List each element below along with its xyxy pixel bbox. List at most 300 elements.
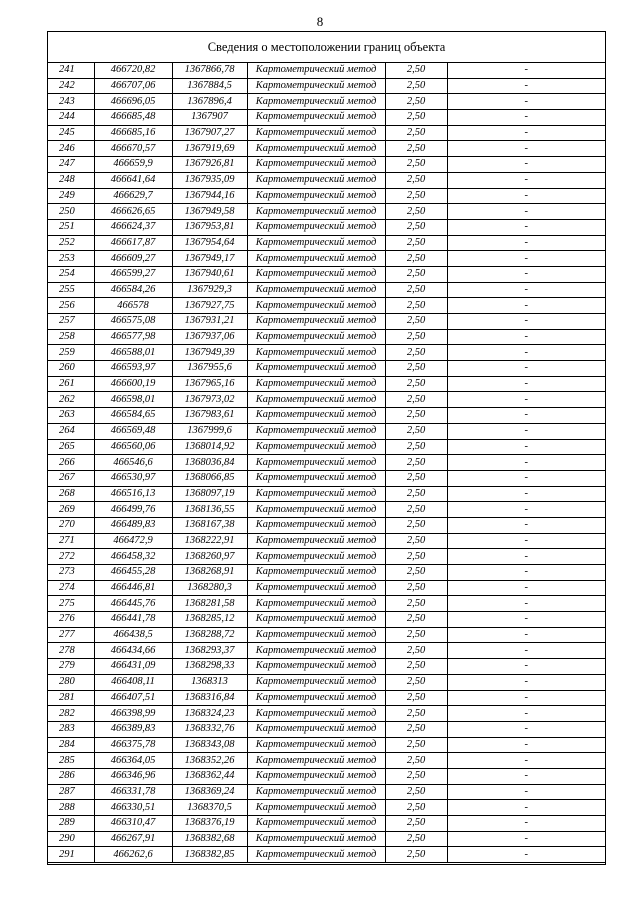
y-coordinate-cell: 1367929,3 xyxy=(172,282,247,298)
description-cell: - xyxy=(447,784,605,800)
precision-cell: 2,50 xyxy=(385,643,447,659)
method-cell: Картометрический метод xyxy=(247,78,385,94)
x-coordinate-cell: 466346,96 xyxy=(94,768,172,784)
point-number-cell: 275 xyxy=(48,596,94,612)
point-number-cell: 252 xyxy=(48,235,94,251)
method-cell: Картометрический метод xyxy=(247,141,385,157)
description-cell: - xyxy=(447,455,605,471)
y-coordinate-cell: 1367907,27 xyxy=(172,125,247,141)
x-coordinate-cell: 466593,97 xyxy=(94,361,172,377)
precision-cell: 2,50 xyxy=(385,345,447,361)
x-coordinate-cell: 466472,9 xyxy=(94,533,172,549)
description-cell: - xyxy=(447,847,605,863)
precision-cell: 2,50 xyxy=(385,486,447,502)
x-coordinate-cell: 466458,32 xyxy=(94,549,172,565)
point-number-cell: 277 xyxy=(48,627,94,643)
point-number-cell: 254 xyxy=(48,266,94,282)
y-coordinate-cell: 1368288,72 xyxy=(172,627,247,643)
method-cell: Картометрический метод xyxy=(247,94,385,110)
y-coordinate-cell: 1368066,85 xyxy=(172,470,247,486)
description-cell: - xyxy=(447,816,605,832)
precision-cell: 2,50 xyxy=(385,361,447,377)
x-coordinate-cell: 466617,87 xyxy=(94,235,172,251)
y-coordinate-cell: 1368167,38 xyxy=(172,517,247,533)
y-coordinate-cell: 1368298,33 xyxy=(172,659,247,675)
precision-cell: 2,50 xyxy=(385,266,447,282)
precision-cell: 2,50 xyxy=(385,784,447,800)
x-coordinate-cell: 466455,28 xyxy=(94,565,172,581)
description-cell: - xyxy=(447,63,605,78)
point-number-cell: 243 xyxy=(48,94,94,110)
precision-cell: 2,50 xyxy=(385,157,447,173)
y-coordinate-cell: 1367927,75 xyxy=(172,298,247,314)
x-coordinate-cell: 466659,9 xyxy=(94,157,172,173)
x-coordinate-cell: 466499,76 xyxy=(94,502,172,518)
point-number-cell: 289 xyxy=(48,816,94,832)
method-cell: Картометрический метод xyxy=(247,376,385,392)
x-coordinate-cell: 466575,08 xyxy=(94,314,172,330)
point-number-cell: 271 xyxy=(48,533,94,549)
y-coordinate-cell: 1368285,12 xyxy=(172,612,247,628)
point-number-cell: 273 xyxy=(48,565,94,581)
point-number-cell: 279 xyxy=(48,659,94,675)
point-number-cell: 242 xyxy=(48,78,94,94)
precision-cell: 2,50 xyxy=(385,690,447,706)
y-coordinate-cell: 1368352,26 xyxy=(172,753,247,769)
table-row xyxy=(48,565,605,581)
point-number-cell: 282 xyxy=(48,706,94,722)
description-cell: - xyxy=(447,392,605,408)
precision-cell: 2,50 xyxy=(385,596,447,612)
table-row xyxy=(48,329,605,345)
method-cell: Картометрический метод xyxy=(247,470,385,486)
description-cell: - xyxy=(447,345,605,361)
table-row xyxy=(48,643,605,659)
y-coordinate-cell: 1367896,4 xyxy=(172,94,247,110)
table-row xyxy=(48,141,605,157)
description-cell: - xyxy=(447,235,605,251)
x-coordinate-cell: 466624,37 xyxy=(94,219,172,235)
table-row xyxy=(48,219,605,235)
precision-cell: 2,50 xyxy=(385,816,447,832)
table-row xyxy=(48,816,605,832)
method-cell: Картометрический метод xyxy=(247,549,385,565)
table-row xyxy=(48,847,605,863)
point-number-cell: 256 xyxy=(48,298,94,314)
method-cell: Картометрический метод xyxy=(247,768,385,784)
table-row xyxy=(48,580,605,596)
y-coordinate-cell: 1367940,61 xyxy=(172,266,247,282)
table-row xyxy=(48,659,605,675)
y-coordinate-cell: 1368324,23 xyxy=(172,706,247,722)
point-number-cell: 274 xyxy=(48,580,94,596)
boundary-table-frame xyxy=(47,31,606,865)
method-cell: Картометрический метод xyxy=(247,565,385,581)
precision-cell: 2,50 xyxy=(385,314,447,330)
y-coordinate-cell: 1368382,85 xyxy=(172,847,247,863)
y-coordinate-cell: 1367983,61 xyxy=(172,408,247,424)
x-coordinate-cell: 466445,76 xyxy=(94,596,172,612)
x-coordinate-cell: 466407,51 xyxy=(94,690,172,706)
table-row xyxy=(48,392,605,408)
method-cell: Картометрический метод xyxy=(247,674,385,690)
point-number-cell: 257 xyxy=(48,314,94,330)
x-coordinate-cell: 466685,16 xyxy=(94,125,172,141)
table-row xyxy=(48,125,605,141)
y-coordinate-cell: 1367955,6 xyxy=(172,361,247,377)
method-cell: Картометрический метод xyxy=(247,439,385,455)
precision-cell: 2,50 xyxy=(385,219,447,235)
method-cell: Картометрический метод xyxy=(247,329,385,345)
method-cell: Картометрический метод xyxy=(247,204,385,220)
method-cell: Картометрический метод xyxy=(247,298,385,314)
table-row xyxy=(48,376,605,392)
table-row xyxy=(48,627,605,643)
description-cell: - xyxy=(447,612,605,628)
x-coordinate-cell: 466670,57 xyxy=(94,141,172,157)
table-row xyxy=(48,204,605,220)
description-cell: - xyxy=(447,110,605,126)
x-coordinate-cell: 466584,26 xyxy=(94,282,172,298)
x-coordinate-cell: 466431,09 xyxy=(94,659,172,675)
table-row xyxy=(48,157,605,173)
table-row xyxy=(48,172,605,188)
method-cell: Картометрический метод xyxy=(247,690,385,706)
precision-cell: 2,50 xyxy=(385,172,447,188)
y-coordinate-cell: 1367949,58 xyxy=(172,204,247,220)
precision-cell: 2,50 xyxy=(385,659,447,675)
description-cell: - xyxy=(447,831,605,847)
x-coordinate-cell: 466599,27 xyxy=(94,266,172,282)
point-number-cell: 244 xyxy=(48,110,94,126)
y-coordinate-cell: 1367949,39 xyxy=(172,345,247,361)
table-title: Сведения о местоположении границ объекта xyxy=(48,32,605,63)
description-cell: - xyxy=(447,361,605,377)
method-cell: Картометрический метод xyxy=(247,266,385,282)
table-row xyxy=(48,282,605,298)
method-cell: Картометрический метод xyxy=(247,110,385,126)
table-row xyxy=(48,470,605,486)
y-coordinate-cell: 1368293,37 xyxy=(172,643,247,659)
precision-cell: 2,50 xyxy=(385,753,447,769)
x-coordinate-cell: 466262,6 xyxy=(94,847,172,863)
y-coordinate-cell: 1367907 xyxy=(172,110,247,126)
method-cell: Картометрический метод xyxy=(247,596,385,612)
point-number-cell: 258 xyxy=(48,329,94,345)
point-number-cell: 249 xyxy=(48,188,94,204)
method-cell: Картометрический метод xyxy=(247,847,385,863)
y-coordinate-cell: 1368362,44 xyxy=(172,768,247,784)
table-row xyxy=(48,266,605,282)
y-coordinate-cell: 1368260,97 xyxy=(172,549,247,565)
table-row xyxy=(48,784,605,800)
table-row xyxy=(48,533,605,549)
y-coordinate-cell: 1367926,81 xyxy=(172,157,247,173)
x-coordinate-cell: 466696,05 xyxy=(94,94,172,110)
table-row xyxy=(48,549,605,565)
y-coordinate-cell: 1368281,58 xyxy=(172,596,247,612)
x-coordinate-cell: 466267,91 xyxy=(94,831,172,847)
description-cell: - xyxy=(447,298,605,314)
point-number-cell: 248 xyxy=(48,172,94,188)
point-number-cell: 260 xyxy=(48,361,94,377)
page-number: 8 xyxy=(316,14,324,29)
precision-cell: 2,50 xyxy=(385,768,447,784)
x-coordinate-cell: 466310,47 xyxy=(94,816,172,832)
point-number-cell: 266 xyxy=(48,455,94,471)
table-row xyxy=(48,800,605,816)
precision-cell: 2,50 xyxy=(385,63,447,78)
precision-cell: 2,50 xyxy=(385,627,447,643)
y-coordinate-cell: 1368370,5 xyxy=(172,800,247,816)
y-coordinate-cell: 1368222,91 xyxy=(172,533,247,549)
precision-cell: 2,50 xyxy=(385,549,447,565)
description-cell: - xyxy=(447,690,605,706)
precision-cell: 2,50 xyxy=(385,831,447,847)
precision-cell: 2,50 xyxy=(385,439,447,455)
method-cell: Картометрический метод xyxy=(247,125,385,141)
table-row xyxy=(48,502,605,518)
table-row xyxy=(48,674,605,690)
description-cell: - xyxy=(447,314,605,330)
precision-cell: 2,50 xyxy=(385,94,447,110)
method-cell: Картометрический метод xyxy=(247,816,385,832)
description-cell: - xyxy=(447,141,605,157)
description-cell: - xyxy=(447,596,605,612)
x-coordinate-cell: 466434,66 xyxy=(94,643,172,659)
x-coordinate-cell: 466398,99 xyxy=(94,706,172,722)
point-number-cell: 287 xyxy=(48,784,94,800)
y-coordinate-cell: 1368369,24 xyxy=(172,784,247,800)
table-row xyxy=(48,94,605,110)
x-coordinate-cell: 466389,83 xyxy=(94,721,172,737)
method-cell: Картометрический метод xyxy=(247,753,385,769)
method-cell: Картометрический метод xyxy=(247,643,385,659)
x-coordinate-cell: 466578 xyxy=(94,298,172,314)
table-row xyxy=(48,486,605,502)
method-cell: Картометрический метод xyxy=(247,502,385,518)
precision-cell: 2,50 xyxy=(385,455,447,471)
description-cell: - xyxy=(447,737,605,753)
y-coordinate-cell: 1367999,6 xyxy=(172,423,247,439)
precision-cell: 2,50 xyxy=(385,235,447,251)
y-coordinate-cell: 1368280,3 xyxy=(172,580,247,596)
x-coordinate-cell: 466609,27 xyxy=(94,251,172,267)
table-row xyxy=(48,235,605,251)
table-row xyxy=(48,314,605,330)
precision-cell: 2,50 xyxy=(385,580,447,596)
x-coordinate-cell: 466569,48 xyxy=(94,423,172,439)
y-coordinate-cell: 1367937,06 xyxy=(172,329,247,345)
description-cell: - xyxy=(447,376,605,392)
description-cell: - xyxy=(447,502,605,518)
point-number-cell: 281 xyxy=(48,690,94,706)
precision-cell: 2,50 xyxy=(385,188,447,204)
x-coordinate-cell: 466546,6 xyxy=(94,455,172,471)
table-row xyxy=(48,753,605,769)
table-row xyxy=(48,596,605,612)
description-cell: - xyxy=(447,266,605,282)
table-row xyxy=(48,345,605,361)
x-coordinate-cell: 466626,65 xyxy=(94,204,172,220)
y-coordinate-cell: 1367931,21 xyxy=(172,314,247,330)
description-cell: - xyxy=(447,753,605,769)
description-cell: - xyxy=(447,565,605,581)
x-coordinate-cell: 466577,98 xyxy=(94,329,172,345)
description-cell: - xyxy=(447,157,605,173)
y-coordinate-cell: 1368097,19 xyxy=(172,486,247,502)
method-cell: Картометрический метод xyxy=(247,408,385,424)
y-coordinate-cell: 1368376,19 xyxy=(172,816,247,832)
point-number-cell: 245 xyxy=(48,125,94,141)
point-number-cell: 268 xyxy=(48,486,94,502)
x-coordinate-cell: 466530,97 xyxy=(94,470,172,486)
description-cell: - xyxy=(447,204,605,220)
table-row xyxy=(48,251,605,267)
method-cell: Картометрический метод xyxy=(247,533,385,549)
table-body xyxy=(48,63,605,863)
description-cell: - xyxy=(447,549,605,565)
x-coordinate-cell: 466720,82 xyxy=(94,63,172,78)
method-cell: Картометрический метод xyxy=(247,517,385,533)
description-cell: - xyxy=(447,94,605,110)
point-number-cell: 285 xyxy=(48,753,94,769)
precision-cell: 2,50 xyxy=(385,612,447,628)
table-row xyxy=(48,110,605,126)
point-number-cell: 246 xyxy=(48,141,94,157)
point-number-cell: 241 xyxy=(48,63,94,78)
method-cell: Картометрический метод xyxy=(247,627,385,643)
description-cell: - xyxy=(447,580,605,596)
description-cell: - xyxy=(447,627,605,643)
x-coordinate-cell: 466438,5 xyxy=(94,627,172,643)
method-cell: Картометрический метод xyxy=(247,235,385,251)
description-cell: - xyxy=(447,674,605,690)
x-coordinate-cell: 466408,11 xyxy=(94,674,172,690)
table-row xyxy=(48,455,605,471)
description-cell: - xyxy=(447,188,605,204)
y-coordinate-cell: 1367884,5 xyxy=(172,78,247,94)
description-cell: - xyxy=(447,470,605,486)
table-row xyxy=(48,690,605,706)
point-number-cell: 253 xyxy=(48,251,94,267)
y-coordinate-cell: 1368316,84 xyxy=(172,690,247,706)
x-coordinate-cell: 466598,01 xyxy=(94,392,172,408)
method-cell: Картометрический метод xyxy=(247,659,385,675)
precision-cell: 2,50 xyxy=(385,517,447,533)
point-number-cell: 265 xyxy=(48,439,94,455)
description-cell: - xyxy=(447,721,605,737)
x-coordinate-cell: 466641,64 xyxy=(94,172,172,188)
x-coordinate-cell: 466588,01 xyxy=(94,345,172,361)
precision-cell: 2,50 xyxy=(385,565,447,581)
description-cell: - xyxy=(447,768,605,784)
method-cell: Картометрический метод xyxy=(247,172,385,188)
precision-cell: 2,50 xyxy=(385,376,447,392)
y-coordinate-cell: 1367973,02 xyxy=(172,392,247,408)
y-coordinate-cell: 1368014,92 xyxy=(172,439,247,455)
boundary-points-table xyxy=(48,63,605,863)
y-coordinate-cell: 1368332,76 xyxy=(172,721,247,737)
point-number-cell: 278 xyxy=(48,643,94,659)
method-cell: Картометрический метод xyxy=(247,455,385,471)
y-coordinate-cell: 1368382,68 xyxy=(172,831,247,847)
precision-cell: 2,50 xyxy=(385,78,447,94)
y-coordinate-cell: 1368313 xyxy=(172,674,247,690)
precision-cell: 2,50 xyxy=(385,533,447,549)
precision-cell: 2,50 xyxy=(385,847,447,863)
x-coordinate-cell: 466516,13 xyxy=(94,486,172,502)
description-cell: - xyxy=(447,282,605,298)
description-cell: - xyxy=(447,517,605,533)
point-number-cell: 290 xyxy=(48,831,94,847)
point-number-cell: 267 xyxy=(48,470,94,486)
point-number-cell: 288 xyxy=(48,800,94,816)
precision-cell: 2,50 xyxy=(385,251,447,267)
method-cell: Картометрический метод xyxy=(247,486,385,502)
table-row xyxy=(48,408,605,424)
method-cell: Картометрический метод xyxy=(247,392,385,408)
point-number-cell: 283 xyxy=(48,721,94,737)
point-number-cell: 255 xyxy=(48,282,94,298)
method-cell: Картометрический метод xyxy=(247,63,385,78)
y-coordinate-cell: 1367935,09 xyxy=(172,172,247,188)
point-number-cell: 270 xyxy=(48,517,94,533)
x-coordinate-cell: 466330,51 xyxy=(94,800,172,816)
x-coordinate-cell: 466489,83 xyxy=(94,517,172,533)
method-cell: Картометрический метод xyxy=(247,251,385,267)
precision-cell: 2,50 xyxy=(385,282,447,298)
x-coordinate-cell: 466375,78 xyxy=(94,737,172,753)
point-number-cell: 250 xyxy=(48,204,94,220)
point-number-cell: 263 xyxy=(48,408,94,424)
precision-cell: 2,50 xyxy=(385,408,447,424)
precision-cell: 2,50 xyxy=(385,737,447,753)
table-row xyxy=(48,298,605,314)
description-cell: - xyxy=(447,659,605,675)
point-number-cell: 261 xyxy=(48,376,94,392)
description-cell: - xyxy=(447,219,605,235)
precision-cell: 2,50 xyxy=(385,329,447,345)
table-row xyxy=(48,78,605,94)
method-cell: Картометрический метод xyxy=(247,157,385,173)
table-row xyxy=(48,768,605,784)
x-coordinate-cell: 466331,78 xyxy=(94,784,172,800)
point-number-cell: 272 xyxy=(48,549,94,565)
description-cell: - xyxy=(447,643,605,659)
precision-cell: 2,50 xyxy=(385,204,447,220)
description-cell: - xyxy=(447,800,605,816)
precision-cell: 2,50 xyxy=(385,423,447,439)
x-coordinate-cell: 466560,06 xyxy=(94,439,172,455)
method-cell: Картометрический метод xyxy=(247,345,385,361)
description-cell: - xyxy=(447,486,605,502)
method-cell: Картометрический метод xyxy=(247,361,385,377)
description-cell: - xyxy=(447,251,605,267)
point-number-cell: 259 xyxy=(48,345,94,361)
point-number-cell: 280 xyxy=(48,674,94,690)
precision-cell: 2,50 xyxy=(385,674,447,690)
description-cell: - xyxy=(447,125,605,141)
description-cell: - xyxy=(447,78,605,94)
table-row xyxy=(48,188,605,204)
table-row xyxy=(48,517,605,533)
y-coordinate-cell: 1368268,91 xyxy=(172,565,247,581)
method-cell: Картометрический метод xyxy=(247,706,385,722)
method-cell: Картометрический метод xyxy=(247,219,385,235)
y-coordinate-cell: 1367954,64 xyxy=(172,235,247,251)
point-number-cell: 269 xyxy=(48,502,94,518)
